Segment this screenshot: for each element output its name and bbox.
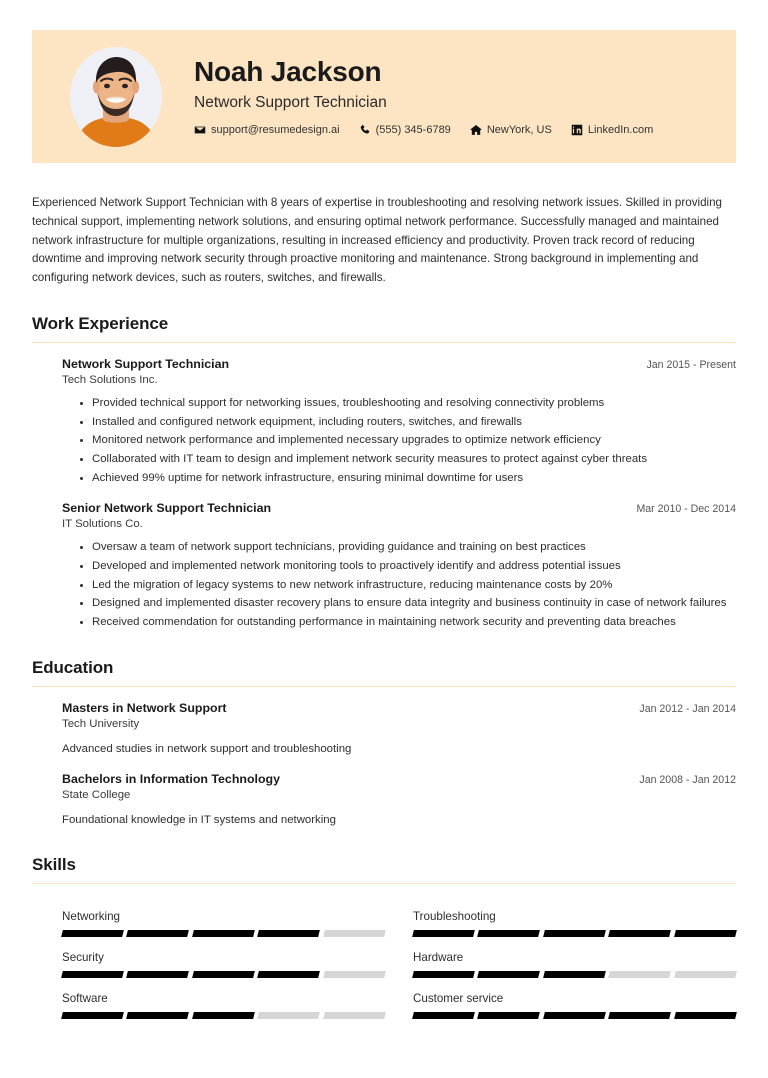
education-degree: Masters in Network Support [62, 700, 227, 715]
contact-email[interactable] [194, 124, 340, 136]
section-divider [32, 686, 736, 687]
section-skills [0, 855, 768, 1019]
skill-rating-segment [674, 1012, 737, 1019]
work-entry [32, 501, 736, 631]
skill-rating-segment [192, 930, 255, 937]
section-work-experience [0, 314, 768, 632]
section-title-skills: Skills [32, 854, 76, 874]
work-bullet: Led the migration of legacy systems to new network infrastructure, reducing maintenance costs by 20% [80, 577, 736, 595]
candidate-name: Noah Jackson [194, 56, 382, 88]
skill-rating-segment [192, 971, 255, 978]
skill-rating-segment [412, 930, 475, 937]
work-bullets [62, 539, 736, 631]
skill-rating-segment [127, 1012, 190, 1019]
education-entry-head [62, 772, 736, 786]
skill-item [413, 951, 736, 978]
education-degree: Bachelors in Information Technology [62, 771, 281, 786]
skill-rating-bar [62, 1012, 385, 1019]
skill-rating-segment [608, 1012, 671, 1019]
skill-rating-segment [412, 971, 475, 978]
skill-rating-bar [413, 1012, 736, 1019]
section-title-education: Education [32, 657, 114, 677]
skill-rating-segment [543, 1012, 606, 1019]
work-company: IT Solutions Co. [62, 518, 143, 531]
work-bullets [62, 395, 736, 487]
education-entry [32, 701, 736, 758]
work-bullet: Achieved 99% uptime for network infrastructure, ensuring minimal downtime for users [80, 470, 736, 488]
skill-rating-segment [674, 930, 737, 937]
contact-email-label: support@resumedesign.ai [211, 123, 340, 136]
work-bullet: Oversaw a team of network support technicians, providing guidance and training on best practices [80, 539, 736, 557]
work-bullet: Received commendation for outstanding performance in maintaining network security and preventing data breaches [80, 614, 736, 632]
envelope-icon [194, 124, 206, 136]
contact-phone[interactable] [359, 124, 451, 136]
skill-item [62, 992, 385, 1019]
skill-rating-segment [608, 971, 671, 978]
work-bullet: Installed and configured network equipment, including routers, switches, and firewalls [80, 414, 736, 432]
skill-rating-bar [413, 971, 736, 978]
skill-rating-bar [62, 971, 385, 978]
work-bullet: Monitored network performance and implemented necessary upgrades to optimize network efficiency [80, 432, 736, 450]
skill-rating-segment [674, 971, 737, 978]
skill-item [413, 910, 736, 937]
skill-rating-segment [412, 1012, 475, 1019]
contact-linkedin-label: LinkedIn.com [587, 123, 654, 136]
section-education [0, 658, 768, 829]
contact-location[interactable] [470, 124, 552, 136]
work-role: Senior Network Support Technician [62, 501, 272, 516]
work-entry-head [62, 501, 736, 515]
phone-icon [359, 124, 371, 136]
skill-rating-segment [478, 1012, 541, 1019]
education-school: State College [62, 788, 131, 801]
skill-label: Customer service [413, 991, 504, 1005]
skill-label: Hardware [413, 950, 464, 964]
skill-label: Software [62, 991, 108, 1005]
skill-label: Troubleshooting [413, 909, 496, 923]
work-role: Network Support Technician [62, 356, 230, 371]
education-description: Advanced studies in network support and troubleshooting [62, 742, 352, 755]
work-bullet: Developed and implemented network monitoring tools to proactively identify and address potential issues [80, 558, 736, 576]
skill-rating-segment [323, 930, 386, 937]
skill-rating-segment [127, 930, 190, 937]
section-divider [32, 342, 736, 343]
work-date: Mar 2010 - Dec 2014 [636, 503, 736, 516]
skill-rating-segment [608, 930, 671, 937]
work-company: Tech Solutions Inc. [62, 373, 158, 386]
linkedin-icon [571, 124, 583, 136]
section-divider [32, 883, 736, 884]
skill-rating-segment [543, 930, 606, 937]
education-date: Jan 2008 - Jan 2012 [639, 773, 736, 786]
skill-rating-segment [257, 930, 320, 937]
home-icon [470, 124, 482, 136]
skill-label: Security [62, 950, 104, 964]
contact-list [194, 124, 653, 136]
avatar [70, 47, 162, 147]
skill-rating-bar [62, 930, 385, 937]
work-bullet: Designed and implemented disaster recovery plans to ensure data integrity and business continuity in case of network failures [80, 595, 736, 613]
skill-rating-segment [127, 971, 190, 978]
contact-location-label: NewYork, US [486, 123, 552, 136]
work-entry-head [62, 357, 736, 371]
education-description: Foundational knowledge in IT systems and networking [62, 813, 336, 826]
skill-rating-segment [323, 1012, 386, 1019]
skills-grid [32, 896, 736, 1019]
resume-body [0, 163, 768, 1019]
skill-item [62, 910, 385, 937]
education-school: Tech University [62, 717, 140, 730]
education-date: Jan 2012 - Jan 2014 [639, 702, 736, 715]
skill-rating-segment [257, 971, 320, 978]
work-entry [32, 357, 736, 487]
header-text [194, 57, 653, 135]
section-title-work: Work Experience [32, 313, 169, 333]
candidate-job-title: Network Support Technician [194, 94, 387, 112]
skill-label: Networking [62, 909, 120, 923]
work-bullet: Collaborated with IT team to design and implement network security measures to protect against cyber threats [80, 451, 736, 469]
skill-rating-bar [413, 930, 736, 937]
skill-rating-segment [478, 930, 541, 937]
skill-rating-segment [323, 971, 386, 978]
professional-summary: Experienced Network Support Technician with 8 years of expertise in troubleshooting and resolving network issues. Skilled in providing technical support, implementing network solutions, and ensuring optimal network performance. Successfully managed and maintained network infrastructure for multiple organizations, resulting in increased efficiency and productivity. Proven track record of reducing downtime and improving network security through proactive monitoring and maintenance. Strong background in implementing and configuring network devices, such as routers, switches, and firewalls. [32, 196, 722, 285]
resume-header [32, 30, 736, 163]
work-bullet: Provided technical support for networking issues, troubleshooting and resolving connectivity problems [80, 395, 736, 413]
skill-rating-segment [61, 971, 124, 978]
skill-rating-segment [478, 971, 541, 978]
skill-rating-segment [192, 1012, 255, 1019]
contact-phone-label: (555) 345-6789 [375, 123, 451, 136]
skill-rating-segment [61, 930, 124, 937]
skill-item [62, 951, 385, 978]
skill-rating-segment [257, 1012, 320, 1019]
work-date: Jan 2015 - Present [646, 358, 736, 371]
skill-rating-segment [61, 1012, 124, 1019]
contact-linkedin[interactable] [571, 124, 653, 136]
skill-rating-segment [543, 971, 606, 978]
skill-item [413, 992, 736, 1019]
education-entry [32, 772, 736, 829]
education-entry-head [62, 701, 736, 715]
